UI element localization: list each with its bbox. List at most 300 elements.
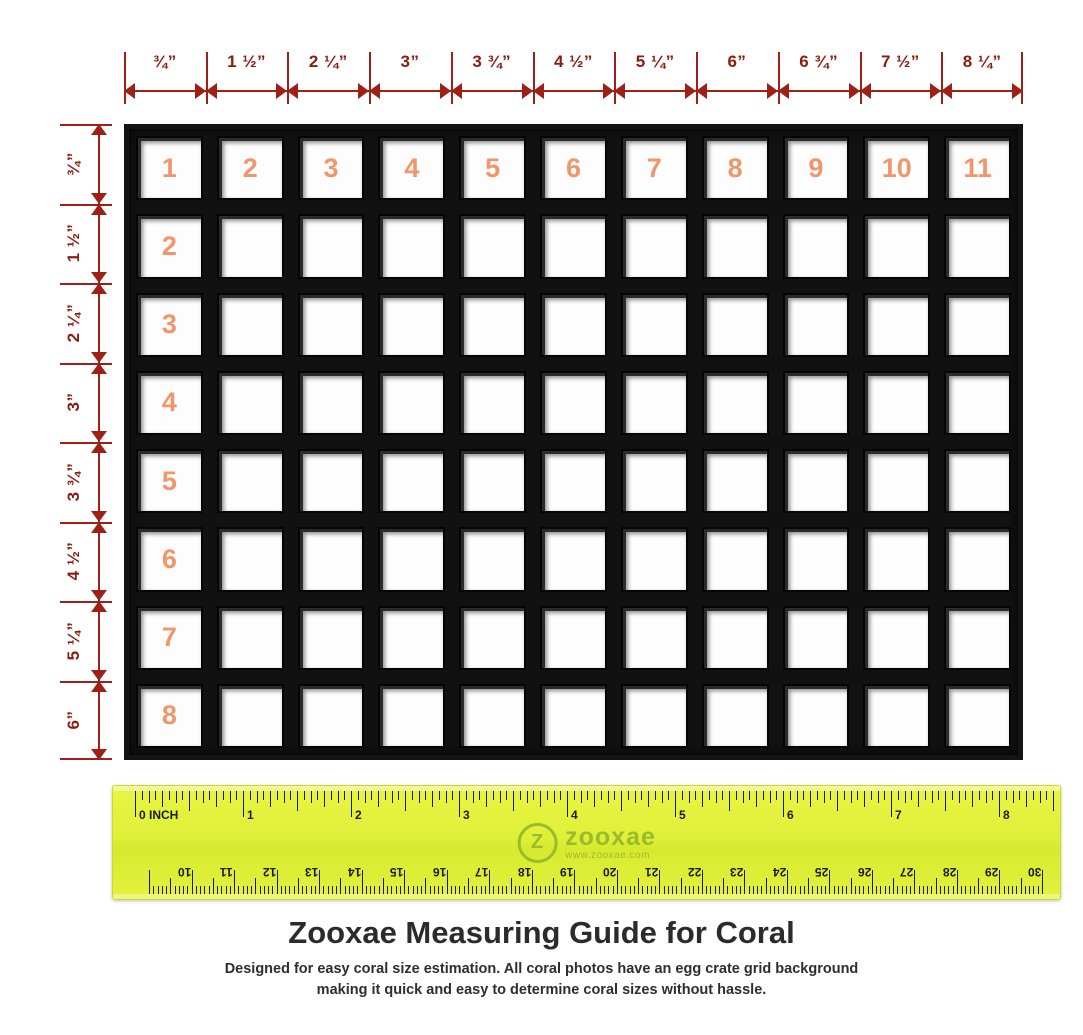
grid-cell-hole — [461, 138, 524, 198]
grid-cell — [291, 129, 372, 207]
grid-cell-hole — [461, 529, 524, 589]
grid-cell-hole — [380, 686, 443, 746]
ruler-cm-tick — [511, 878, 512, 894]
top-scale-tick — [614, 52, 616, 104]
ruler-inch-tick — [324, 791, 325, 807]
left-scale-label: 3 ¾” — [64, 462, 83, 502]
ruler-cm-tick — [472, 886, 473, 894]
grid-cell-hole — [138, 295, 201, 355]
grid-cell — [937, 599, 1018, 677]
ruler-inch-tick — [945, 791, 946, 811]
grid-cell — [371, 520, 452, 598]
grid-cell-hole — [542, 529, 605, 589]
ruler-cm-label: 22 — [687, 865, 702, 879]
column-index-label: 9 — [808, 152, 824, 183]
ruler-cm-tick — [1012, 886, 1013, 894]
arrow-head-down-icon — [91, 670, 107, 681]
top-scale-tick — [124, 52, 126, 104]
ruler-cm-tick — [349, 886, 350, 894]
ruler-cm-tick — [587, 886, 588, 894]
ruler-cm-tick — [659, 870, 660, 894]
ruler-cm-tick — [175, 886, 176, 894]
ruler-inch-tick — [540, 791, 541, 807]
arrow-head-right-icon — [522, 83, 533, 99]
ruler-cm-tick — [702, 870, 703, 894]
ruler-inch-tick — [243, 791, 244, 817]
grid-cell — [129, 520, 210, 598]
ruler-inch-tick — [864, 791, 865, 807]
grid-cell — [129, 442, 210, 520]
top-scale-arrow-line — [696, 90, 778, 92]
grid-cell-hole — [946, 295, 1009, 355]
left-scale-tick — [60, 363, 112, 365]
ruler-inch-tick — [257, 791, 258, 803]
grid-cell-hole — [704, 373, 767, 433]
column-index-label: 4 — [404, 152, 420, 183]
grid-cell — [533, 442, 614, 520]
ruler-cm-tick — [519, 886, 520, 894]
grid-cell-hole — [865, 608, 928, 668]
grid-cell-hole — [704, 216, 767, 276]
ruler-cm-tick — [944, 886, 945, 894]
top-scale-tick — [369, 52, 371, 104]
left-scale-label: 2 ¼” — [64, 303, 83, 343]
ruler-inch-tick — [1046, 791, 1047, 800]
ruler-inch-tick — [412, 791, 413, 800]
ruler-cm-tick — [961, 886, 962, 894]
top-scale-label: 3 ¾” — [472, 52, 512, 71]
ruler-graphic — [112, 785, 1061, 900]
ruler-cm-label: 15 — [390, 865, 404, 879]
ruler-cm-tick — [476, 886, 477, 894]
grid-cell — [371, 129, 452, 207]
row-index-label: 6 — [161, 543, 177, 574]
ruler-cm-tick — [638, 878, 639, 894]
grid-cell-hole — [380, 608, 443, 668]
ruler-inch-tick — [898, 791, 899, 800]
grid-cell — [291, 286, 372, 364]
grid-cell — [614, 520, 695, 598]
left-scale-label: 6” — [64, 710, 83, 730]
grid-cell-hole — [865, 373, 928, 433]
top-scale-arrow-line — [287, 90, 369, 92]
ruler-inch-tick — [351, 791, 352, 817]
left-scale-segment — [60, 442, 112, 522]
grid-cell-hole — [380, 216, 443, 276]
grid-cell — [856, 207, 937, 285]
ruler-cm-tick — [770, 886, 771, 894]
ruler-inch-tick — [223, 791, 224, 800]
grid-cell — [210, 364, 291, 442]
ruler-zero-label: 0 INCH — [139, 808, 179, 822]
ruler-inch-tick — [250, 791, 251, 800]
ruler-inch-tick — [378, 791, 379, 807]
column-index-label: 7 — [646, 152, 662, 183]
ruler-cm-tick — [234, 870, 235, 894]
ruler-cm-tick — [940, 886, 941, 894]
ruler-cm-tick — [923, 886, 924, 894]
ruler-inch-tick — [371, 791, 372, 800]
ruler-cm-tick — [557, 886, 558, 894]
ruler-inch-tick — [594, 791, 595, 807]
ruler-inch-tick — [203, 791, 204, 803]
grid-cell — [614, 599, 695, 677]
ruler-cm-tick — [404, 870, 405, 894]
ruler-inch-tick — [182, 791, 183, 800]
ruler-cm-tick — [158, 886, 159, 894]
ruler-cm-tick — [855, 886, 856, 894]
grid-cell-hole — [623, 686, 686, 746]
grid-cell — [291, 520, 372, 598]
grid-cell — [856, 129, 937, 207]
grid-cell — [695, 207, 776, 285]
grid-cell-hole — [785, 451, 848, 511]
ruler-inch-tick — [709, 791, 710, 800]
ruler-inch-tick — [344, 791, 345, 800]
grid-cell — [371, 677, 452, 755]
ruler-inch-tick — [1053, 791, 1054, 811]
ruler-inch-tick — [547, 791, 548, 800]
top-scale-tick — [533, 52, 535, 104]
ruler-cm-label: 26 — [857, 865, 872, 879]
ruler-cm-tick — [931, 886, 932, 894]
ruler-brand-name: zooxae — [565, 822, 656, 851]
left-scale-segment — [60, 283, 112, 363]
grid-cell — [695, 286, 776, 364]
ruler-cm-tick — [540, 886, 541, 894]
grid-cell — [695, 129, 776, 207]
ruler-cm-tick — [493, 886, 494, 894]
ruler-cm-tick — [919, 886, 920, 894]
grid-cell-hole — [138, 138, 201, 198]
ruler-cm-tick — [319, 870, 320, 894]
ruler-cm-tick — [323, 886, 324, 894]
row-index-label: 4 — [161, 387, 177, 418]
ruler-inch-tick — [486, 791, 487, 807]
top-scale-segment — [860, 52, 942, 104]
ruler-inch-tick — [756, 791, 757, 807]
ruler-cm-tick — [204, 886, 205, 894]
grid-cell — [129, 677, 210, 755]
grid-cell-hole — [138, 373, 201, 433]
ruler-inch-tick — [682, 791, 683, 800]
left-scale-segment — [60, 522, 112, 602]
grid-cell-hole — [138, 451, 201, 511]
ruler-cm-tick — [617, 870, 618, 894]
ruler-cm-label: 28 — [942, 865, 957, 879]
ruler-inch-label: 8 — [1003, 808, 1010, 822]
ruler-cm-tick — [838, 886, 839, 894]
ruler-inch-tick — [722, 791, 723, 800]
ruler-inch-tick — [776, 791, 777, 800]
top-scale-arrow-line — [533, 90, 615, 92]
grid-cell-hole — [785, 373, 848, 433]
grid-cell-hole — [785, 138, 848, 198]
grid-cell — [533, 129, 614, 207]
ruler-cm-tick — [455, 886, 456, 894]
ruler-inch-tick — [729, 791, 730, 811]
grid-cell-hole — [542, 608, 605, 668]
top-scale-label: 4 ½” — [554, 52, 593, 71]
ruler-cm-tick — [528, 886, 529, 894]
ruler-cm-tick — [740, 886, 741, 894]
ruler-cm-tick — [247, 886, 248, 894]
top-scale-tick — [778, 52, 780, 104]
ruler-inch-tick — [817, 791, 818, 800]
arrow-head-right-icon — [603, 83, 614, 99]
ruler-inch-tick — [446, 791, 447, 803]
ruler-cm-tick — [553, 878, 554, 894]
ruler-inch-tick — [155, 791, 156, 800]
grid-cell — [937, 442, 1018, 520]
arrow-head-right-icon — [276, 83, 287, 99]
ruler-cm-tick — [600, 886, 601, 894]
ruler-cm-tick — [1033, 886, 1034, 894]
ruler-cm-tick — [230, 886, 231, 894]
ruler-cm-tick — [812, 886, 813, 894]
grid-cell — [371, 286, 452, 364]
grid-cell — [937, 364, 1018, 442]
left-scale-tick — [60, 601, 112, 603]
ruler-inch-tick — [810, 791, 811, 807]
column-index-label: 11 — [963, 152, 992, 183]
grid-cell-hole — [542, 451, 605, 511]
ruler-cm-tick — [880, 886, 881, 894]
grid-cell — [452, 364, 533, 442]
ruler-inch-tick — [770, 791, 771, 803]
grid-cell — [452, 286, 533, 364]
grid-cell — [452, 599, 533, 677]
grid-cell — [776, 599, 857, 677]
ruler-inch-tick — [479, 791, 480, 800]
top-scale-arrow-line — [451, 90, 533, 92]
grid-cell-hole — [138, 686, 201, 746]
grid-cell — [776, 442, 857, 520]
column-index-label: 6 — [565, 152, 581, 183]
top-scale-arrow-line — [614, 90, 696, 92]
grid-cell — [776, 677, 857, 755]
ruler-inch-tick — [581, 791, 582, 803]
ruler-cm-tick — [294, 886, 295, 894]
ruler-cm-tick — [872, 870, 873, 894]
grid-cell — [856, 286, 937, 364]
grid-cell-hole — [300, 216, 363, 276]
ruler-cm-tick — [604, 886, 605, 894]
ruler-cm-tick — [596, 878, 597, 894]
ruler-cm-tick — [893, 878, 894, 894]
ruler-inch-tick — [216, 791, 217, 807]
ruler-cm-tick — [370, 886, 371, 894]
ruler-cm-tick — [825, 886, 826, 894]
ruler-inch-tick — [270, 791, 271, 807]
ruler-cm-tick — [264, 886, 265, 894]
grid-cell — [614, 207, 695, 285]
grid-cell-hole — [380, 373, 443, 433]
ruler-cm-tick — [766, 878, 767, 894]
ruler-cm-tick — [536, 886, 537, 894]
ruler-cm-tick — [485, 886, 486, 894]
ruler-inch-tick — [675, 791, 676, 817]
top-scale-tick — [287, 52, 289, 104]
ruler-cm-tick — [498, 886, 499, 894]
grid-cell-hole — [380, 138, 443, 198]
ruler-cm-tick — [583, 886, 584, 894]
grid-cell — [695, 520, 776, 598]
ruler-cm-tick — [774, 886, 775, 894]
ruler-inch-tick — [527, 791, 528, 803]
ruler-cm-tick — [506, 886, 507, 894]
ruler-cm-tick — [357, 886, 358, 894]
ruler-inch-tick — [277, 791, 278, 800]
ruler-inch-tick — [196, 791, 197, 800]
ruler-cm-tick — [502, 886, 503, 894]
grid-cell-hole — [542, 373, 605, 433]
grid-cell-hole — [623, 608, 686, 668]
ruler-inch-tick — [311, 791, 312, 803]
ruler-cm-tick — [570, 886, 571, 894]
ruler-cm-tick — [621, 886, 622, 894]
ruler-inch-tick — [763, 791, 764, 800]
ruler-cm-tick — [438, 886, 439, 894]
ruler-inch-tick — [284, 791, 285, 803]
ruler-cm-tick — [991, 886, 992, 894]
ruler-inch-tick — [466, 791, 467, 800]
ruler-cm-tick — [149, 870, 150, 894]
ruler-cm-tick — [200, 886, 201, 894]
ruler-inch-tick — [358, 791, 359, 800]
ruler-cm-tick — [170, 878, 171, 894]
ruler-inch-tick — [668, 791, 669, 800]
ruler-cm-tick — [532, 870, 533, 894]
ruler-cm-tick — [681, 878, 682, 894]
ruler-cm-tick — [425, 878, 426, 894]
top-scale-tick — [206, 52, 208, 104]
ruler-inch-tick — [587, 791, 588, 800]
grid-cell — [776, 364, 857, 442]
ruler-cm-label: 30 — [1028, 865, 1042, 879]
grid-cell — [533, 677, 614, 755]
grid-cell-hole — [946, 373, 1009, 433]
ruler-cm-tick — [447, 870, 448, 894]
ruler-inch-tick — [567, 791, 568, 817]
ruler-inch-tick — [365, 791, 366, 803]
grid-cell-hole — [865, 295, 928, 355]
ruler-inch-tick — [702, 791, 703, 807]
grid-cell-hole — [946, 138, 1009, 198]
ruler-inch-tick — [871, 791, 872, 800]
ruler-cm-tick — [842, 886, 843, 894]
grid-cell — [210, 520, 291, 598]
ruler-cm-tick — [515, 886, 516, 894]
ruler-inch-tick — [662, 791, 663, 803]
ruler-cm-tick — [285, 886, 286, 894]
ruler-inch-tick — [209, 791, 210, 800]
grid-cell-hole — [542, 686, 605, 746]
left-scale-segment — [60, 601, 112, 681]
left-scale-segment — [60, 204, 112, 284]
ruler-inch-tick — [493, 791, 494, 800]
column-index-label: 8 — [727, 152, 743, 183]
grid-cell — [452, 520, 533, 598]
ruler-inch-tick — [648, 791, 649, 807]
grid-cell-hole — [461, 686, 524, 746]
grid-cell — [210, 599, 291, 677]
grid-cell-hole — [219, 608, 282, 668]
ruler-cm-tick — [183, 886, 184, 894]
grid-cell-hole — [300, 451, 363, 511]
ruler-cm-label: 19 — [560, 865, 574, 879]
grid-cell-hole — [138, 216, 201, 276]
ruler-cm-tick — [187, 886, 188, 894]
grid-cell — [614, 129, 695, 207]
ruler-cm-tick — [221, 886, 222, 894]
grid-cell — [129, 599, 210, 677]
ruler-inch-tick — [533, 791, 534, 800]
grid-cell-hole — [946, 529, 1009, 589]
ruler-cm-tick — [672, 886, 673, 894]
ruler-cm-tick — [804, 886, 805, 894]
ruler-inch-tick — [176, 791, 177, 803]
arrow-head-right-icon — [685, 83, 696, 99]
ruler-cm-tick — [655, 886, 656, 894]
ruler-cm-tick — [277, 870, 278, 894]
grid-cell — [776, 207, 857, 285]
ruler-inch-tick — [304, 791, 305, 800]
ruler-inch-tick — [560, 791, 561, 800]
top-scale-arrow-line — [206, 90, 288, 92]
ruler-cm-tick — [817, 886, 818, 894]
grid-cell-hole — [785, 608, 848, 668]
ruler-cm-tick — [1038, 886, 1039, 894]
grid-cell — [937, 207, 1018, 285]
grid-cell — [533, 364, 614, 442]
row-index-label: 3 — [161, 309, 177, 340]
grid-cell-hole — [461, 608, 524, 668]
grid-cell-hole — [219, 529, 282, 589]
ruler-cm-tick — [166, 886, 167, 894]
ruler-cm-tick — [213, 878, 214, 894]
left-scale-tick — [60, 758, 112, 760]
ruler-cm-tick — [413, 886, 414, 894]
ruler-inch-tick — [162, 791, 163, 807]
ruler-cm-tick — [868, 886, 869, 894]
ruler-cm-tick — [226, 886, 227, 894]
grid-cell-hole — [623, 295, 686, 355]
ruler-cm-tick — [400, 886, 401, 894]
grid-cell-hole — [946, 216, 1009, 276]
grid-cell-hole — [704, 529, 767, 589]
left-scale-label: 4 ½” — [64, 541, 83, 581]
ruler-inch-tick — [905, 791, 906, 803]
grid-cell-hole — [380, 529, 443, 589]
ruler-cm-tick — [464, 886, 465, 894]
grid-cell — [856, 520, 937, 598]
ruler-cm-label: 10 — [177, 865, 191, 879]
ruler-cm-tick — [876, 886, 877, 894]
left-scale-tick — [60, 283, 112, 285]
arrow-head-down-icon — [91, 511, 107, 522]
ruler-cm-tick — [251, 886, 252, 894]
ruler-cm-tick — [914, 870, 915, 894]
grid-cell-hole — [300, 529, 363, 589]
ruler-cm-tick — [863, 886, 864, 894]
ruler-inch-tick — [716, 791, 717, 803]
ruler-cm-tick — [417, 886, 418, 894]
left-scale-tick — [60, 204, 112, 206]
grid-cell-hole — [865, 529, 928, 589]
ruler-cm-tick — [217, 886, 218, 894]
ruler-inch-tick — [331, 791, 332, 800]
